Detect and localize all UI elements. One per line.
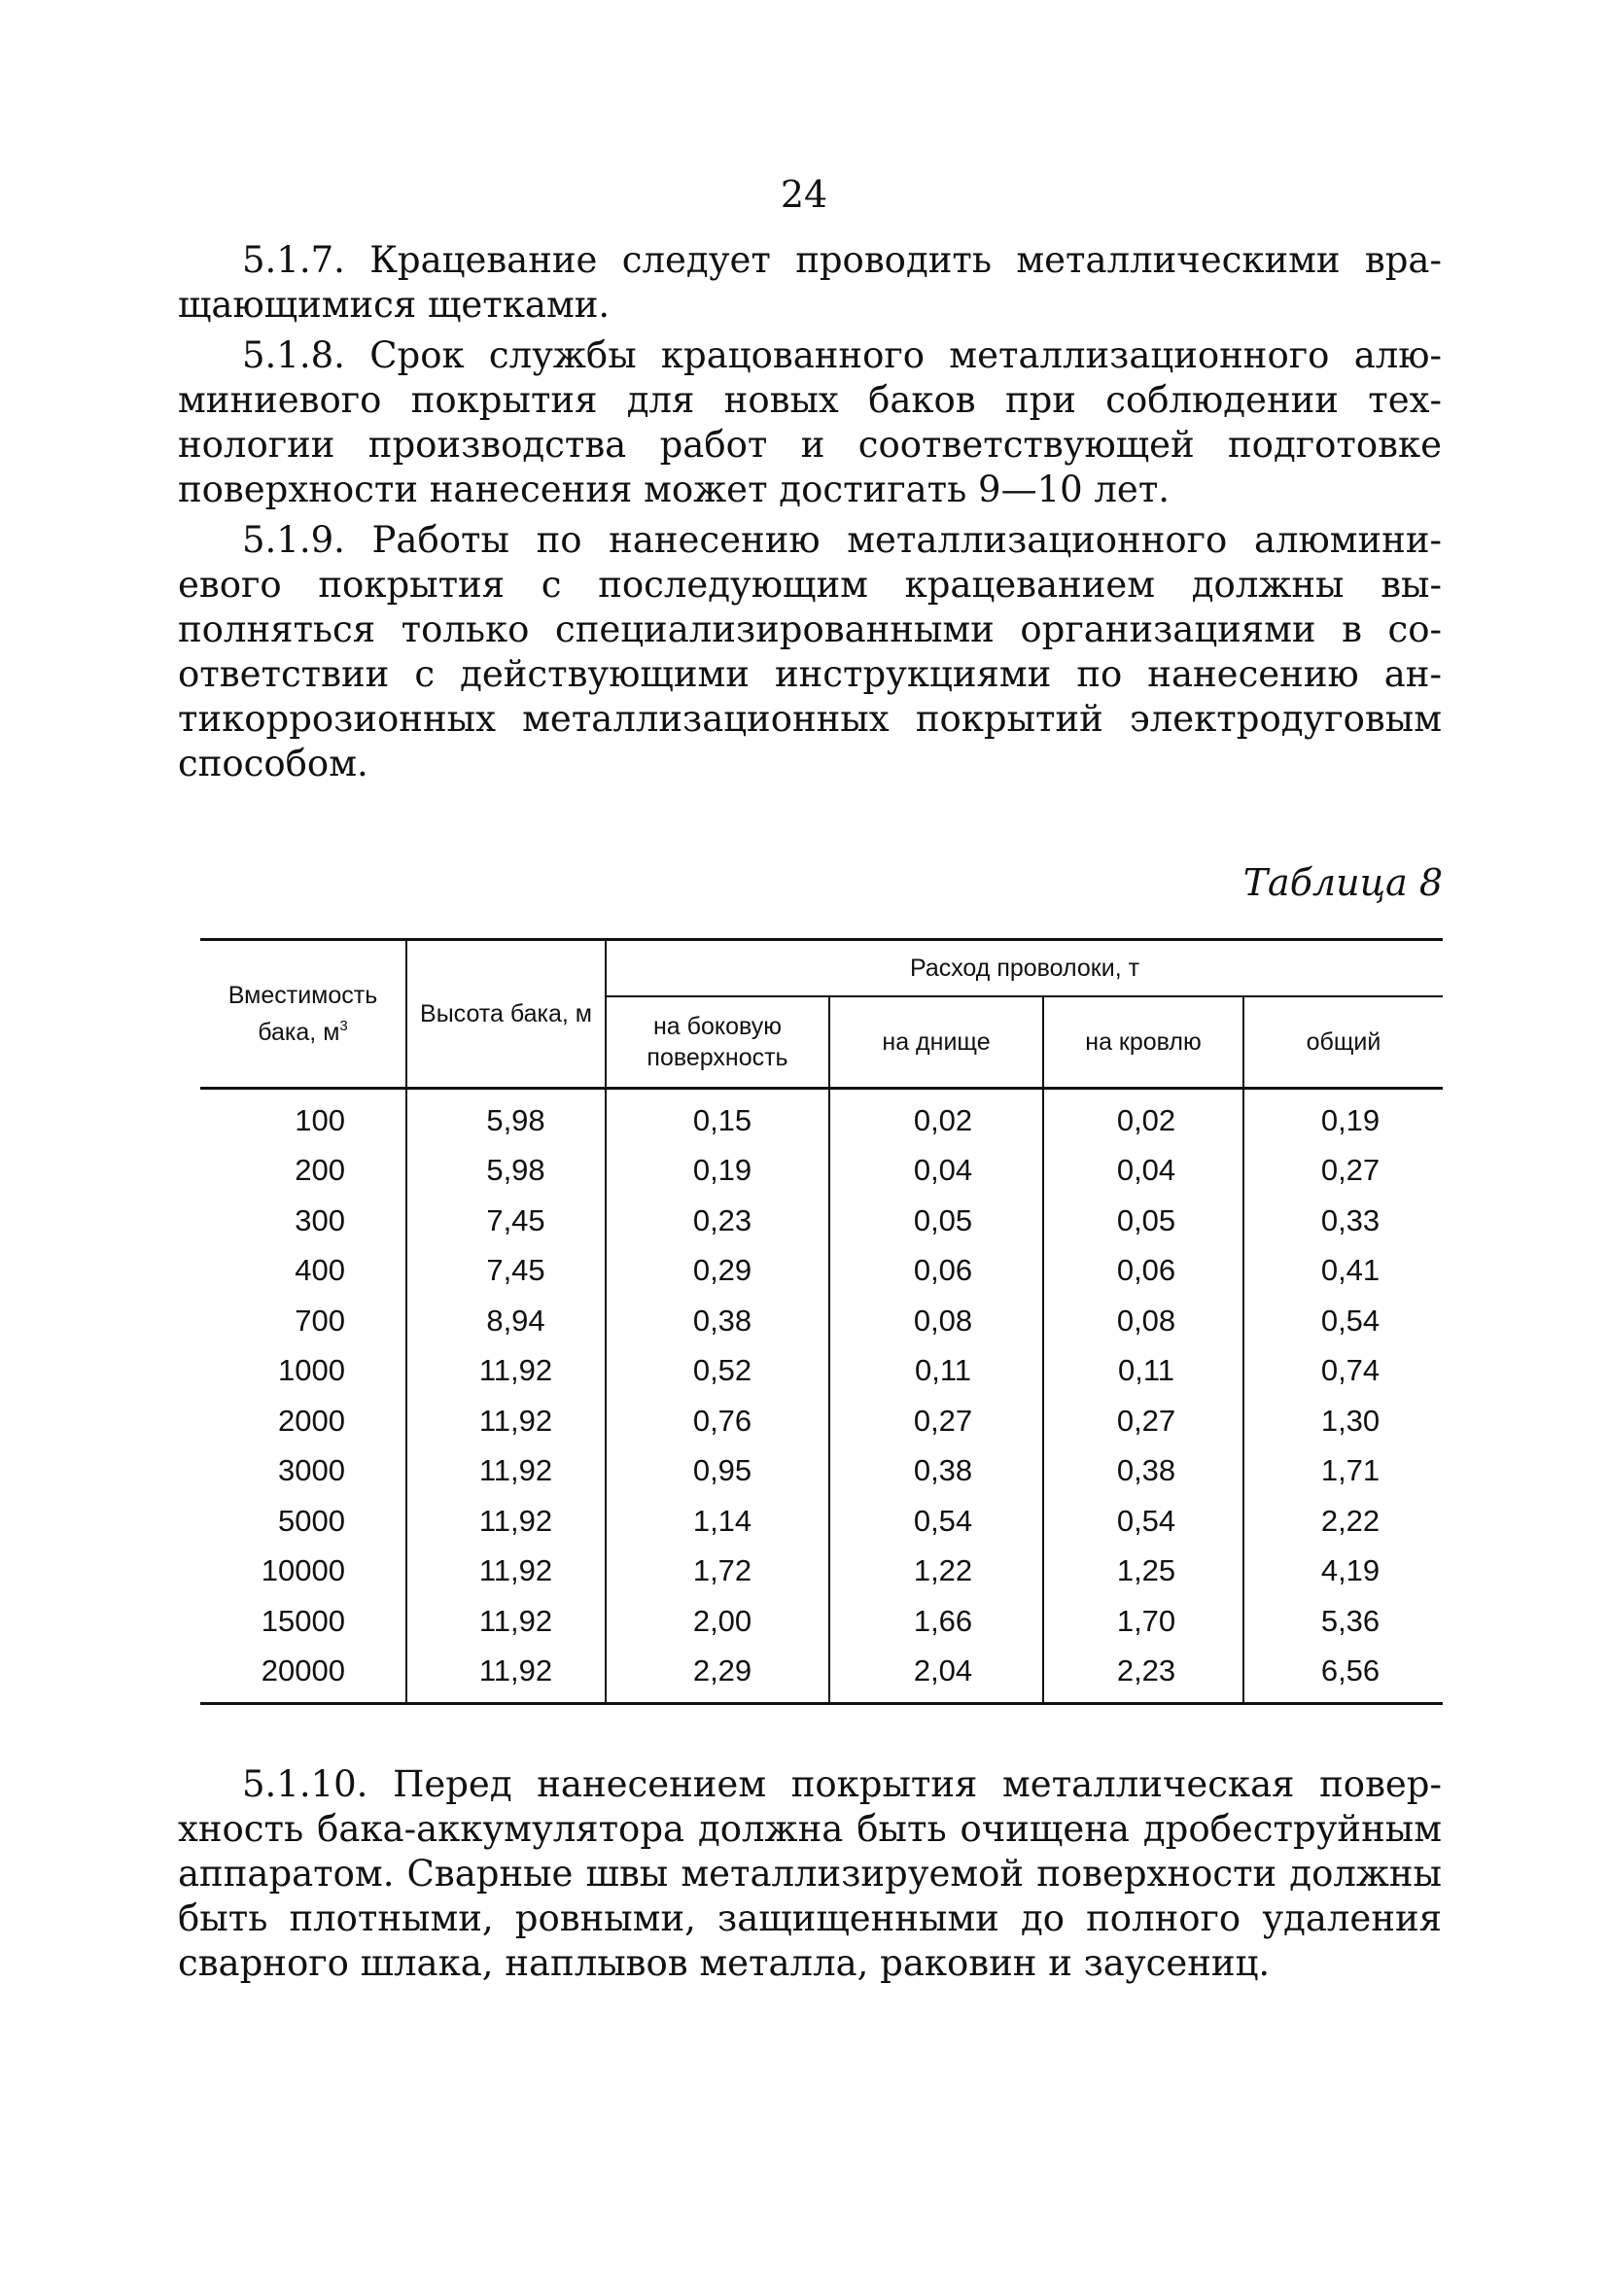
table-row [200, 1547, 1443, 1597]
table-cell-height: 11,92 [406, 1396, 606, 1446]
table-cell-total: 4,19 [1243, 1547, 1443, 1597]
table-row [200, 1496, 1443, 1547]
table-cell-total: 0,19 [1243, 1089, 1443, 1146]
table-cell-bottom: 0,04 [829, 1146, 1043, 1197]
table-cell-total: 1,71 [1243, 1446, 1443, 1497]
table-cell-height: 5,98 [406, 1089, 606, 1146]
table-cell-cap: 1000 [278, 1353, 345, 1388]
table-row [200, 1596, 1443, 1647]
table-cell-cap: 2000 [278, 1403, 345, 1438]
table-cell-bottom: 0,05 [829, 1196, 1043, 1246]
table-cell-cap: 3000 [278, 1453, 345, 1488]
table-cell-height: 11,92 [406, 1446, 606, 1497]
header-capacity-text: Вместимость бака, м [227, 982, 378, 1046]
header-total: общий [1243, 996, 1443, 1089]
table-cell-height: 8,94 [406, 1296, 606, 1346]
header-side-surface: на боковую поверхность [606, 996, 829, 1089]
table-cell-bottom: 0,06 [829, 1246, 1043, 1297]
table-row [200, 1246, 1443, 1297]
table-row [200, 1647, 1443, 1704]
table-cell-roof: 0,38 [1043, 1446, 1243, 1497]
table-cell-side: 0,15 [606, 1089, 829, 1146]
table-cell-height: 7,45 [406, 1246, 606, 1297]
table-cell-total: 1,30 [1243, 1396, 1443, 1446]
table-header-row-1 [200, 940, 1443, 997]
page-number: 24 [780, 173, 828, 216]
table-cell-side: 0,23 [606, 1196, 829, 1246]
table-cell-roof: 0,27 [1043, 1396, 1243, 1446]
table-cell-side: 0,29 [606, 1246, 829, 1297]
table-cell-bottom: 1,22 [829, 1547, 1043, 1597]
paragraph-5-1-7: 5.1.7. Крацевание следует проводить металлическими вращающимися щетками. [178, 239, 1442, 326]
paragraph-5-1-9: 5.1.9. Работы по нанесению металлизационного алюминиевого покрытия с последующим крацеванием должны выполняться только специализированными организациями в соответствии с действующими инструкциями по нанесению антикоррозионных металлизационных покрытий электродуговым способом. [178, 519, 1442, 784]
table-row [200, 1196, 1443, 1246]
table-cell-height: 11,92 [406, 1647, 606, 1704]
table-cell-roof: 1,70 [1043, 1596, 1243, 1647]
table-cell-cap: 200 [295, 1153, 345, 1188]
table-cell-side: 1,72 [606, 1547, 829, 1597]
table-cell-height: 11,92 [406, 1496, 606, 1547]
table-cell-roof: 0,04 [1043, 1146, 1243, 1197]
table-cell-side: 0,95 [606, 1446, 829, 1497]
table-cell-roof: 0,02 [1043, 1089, 1243, 1146]
header-roof: на кровлю [1043, 996, 1243, 1089]
table-cell-side: 2,29 [606, 1647, 829, 1704]
table-cell-bottom: 0,02 [829, 1089, 1043, 1146]
table-cell-bottom: 0,27 [829, 1396, 1043, 1446]
table-cell-bottom: 0,08 [829, 1296, 1043, 1346]
table-cell-height: 5,98 [406, 1146, 606, 1197]
table-cell-cap: 700 [295, 1303, 345, 1338]
table-cell-total: 0,54 [1243, 1296, 1443, 1346]
table-cell-side: 2,00 [606, 1596, 829, 1647]
table-cell-roof: 2,23 [1043, 1647, 1243, 1704]
table-cell-cap: 20000 [200, 1647, 406, 1704]
table-body [200, 1089, 1443, 1704]
table-cell-bottom: 2,04 [829, 1647, 1043, 1704]
table-caption: Таблица 8 [1242, 861, 1443, 904]
table-cell-roof: 0,54 [1043, 1496, 1243, 1547]
table-row [200, 1146, 1443, 1197]
table-cell-height: 11,92 [406, 1547, 606, 1597]
table-cell-total: 0,27 [1243, 1146, 1443, 1197]
table-cell-bottom: 0,11 [829, 1346, 1043, 1397]
paragraph-5-1-10: 5.1.10. Перед нанесением покрытия металлическая поверхность бака-аккумулятора должна быть очищена дробеструйным аппаратом. Сварные швы металлизируемой поверхности должны быть плотными, ровными, защищенными до полного удаления сварного шлака, наплывов металла, раковин и заусениц. [178, 1763, 1442, 1984]
paragraph-5-1-8: 5.1.8. Срок службы крацованного металлизационного алюминиевого покрытия для новых баков при соблюдении технологии производства работ и соответствующей подготовке поверхности нанесения может достигать 9—10 лет. [178, 334, 1442, 510]
table-cell-total: 0,33 [1243, 1196, 1443, 1246]
table-cell-side: 1,14 [606, 1496, 829, 1547]
table-cell-side: 0,38 [606, 1296, 829, 1346]
table-cell-side: 0,76 [606, 1396, 829, 1446]
table-cell-bottom: 0,54 [829, 1496, 1043, 1547]
table-cell-cap: 100 [295, 1102, 345, 1137]
table-cell-roof: 0,08 [1043, 1296, 1243, 1346]
table-cell-height: 7,45 [406, 1196, 606, 1246]
table-row [200, 1396, 1443, 1446]
table-cell-side: 0,19 [606, 1146, 829, 1197]
table-row [200, 1346, 1443, 1397]
header-wire-consumption: Расход проволоки, т [606, 940, 1443, 997]
table-cell-roof: 1,25 [1043, 1547, 1243, 1597]
table-cell-total: 0,74 [1243, 1346, 1443, 1397]
table-cell-cap: 400 [295, 1253, 345, 1288]
table-cell-cap: 10000 [261, 1553, 345, 1588]
header-capacity [200, 940, 406, 1089]
table-cell-roof: 0,06 [1043, 1246, 1243, 1297]
table-row [200, 1089, 1443, 1146]
table-cell-bottom: 0,38 [829, 1446, 1043, 1497]
table-cell-total: 5,36 [1243, 1596, 1443, 1647]
table-row [200, 1296, 1443, 1346]
table-cell-total: 6,56 [1243, 1647, 1443, 1704]
header-capacity-superscript: 3 [339, 1018, 348, 1034]
table-cell-cap: 5000 [278, 1503, 345, 1538]
table-cell-height: 11,92 [406, 1596, 606, 1647]
table-cell-total: 0,41 [1243, 1246, 1443, 1297]
body-text-top [178, 238, 1442, 792]
table-cell-total: 2,22 [1243, 1496, 1443, 1547]
table-cell-cap: 15000 [261, 1603, 345, 1638]
table-cell-bottom: 1,66 [829, 1596, 1043, 1647]
body-text-bottom [178, 1762, 1442, 1992]
table-cell-roof: 0,11 [1043, 1346, 1243, 1397]
header-height: Высота бака, м [406, 940, 606, 1089]
table-cell-roof: 0,05 [1043, 1196, 1243, 1246]
table-row [200, 1446, 1443, 1497]
table-cell-height: 11,92 [406, 1346, 606, 1397]
table-cell-side: 0,52 [606, 1346, 829, 1397]
table-cell-cap: 300 [295, 1202, 345, 1237]
header-bottom: на днище [829, 996, 1043, 1089]
wire-consumption-table [200, 938, 1443, 1705]
